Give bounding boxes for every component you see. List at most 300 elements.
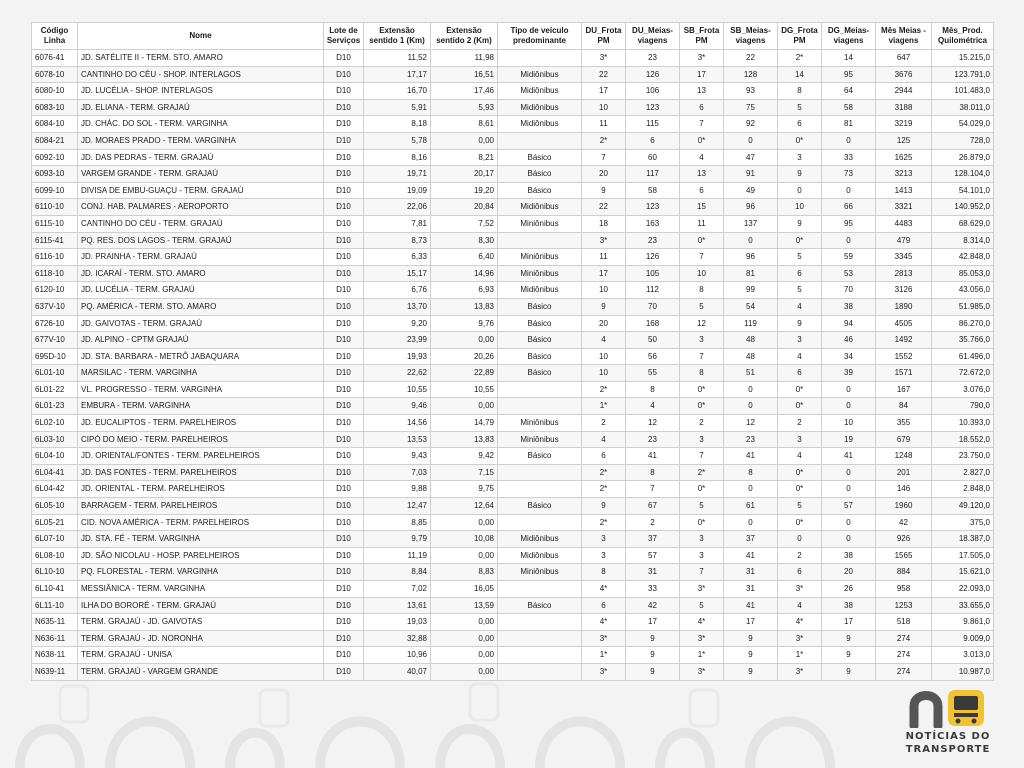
cell-mes-meias: 146: [876, 481, 932, 498]
cell-dg-frota: 4*: [778, 614, 822, 631]
cell-tipo-veiculo: Básico: [498, 365, 582, 382]
cell-dg-frota: 0: [778, 531, 822, 548]
cell-nome: CANTINHO DO CÉU - SHOP. INTERLAGOS: [78, 66, 324, 83]
cell-extensao-2: 6,93: [431, 282, 498, 299]
cell-mes-prod: 18.552,0: [932, 431, 994, 448]
cell-nome: PQ. FLORESTAL - TERM. VARGINHA: [78, 564, 324, 581]
cell-dg-frota: 9: [778, 315, 822, 332]
table-row: [32, 215, 994, 232]
cell-codigo: 6L10-10: [32, 564, 78, 581]
cell-tipo-veiculo: Básico: [498, 166, 582, 183]
cell-mes-prod: 9.861,0: [932, 614, 994, 631]
cell-extensao-2: 9,42: [431, 448, 498, 465]
cell-dg-frota: 4: [778, 298, 822, 315]
cell-dg-frota: 3*: [778, 663, 822, 680]
header-tipo-veiculo: Tipo de veículo predominante: [498, 23, 582, 50]
cell-codigo: 6115-10: [32, 215, 78, 232]
cell-du-meias: 126: [626, 66, 680, 83]
cell-mes-meias: 42: [876, 514, 932, 531]
cell-mes-prod: 49.120,0: [932, 498, 994, 515]
cell-du-meias: 123: [626, 99, 680, 116]
cell-mes-meias: 2944: [876, 83, 932, 100]
background-pattern: [0, 676, 1024, 768]
cell-dg-meias: 26: [822, 581, 876, 598]
cell-du-frota: 10: [582, 348, 626, 365]
cell-dg-meias: 9: [822, 663, 876, 680]
cell-sb-frota: 8: [680, 282, 724, 299]
cell-dg-frota: 5: [778, 99, 822, 116]
table-row: [32, 398, 994, 415]
noticias-do-transporte-logo: [896, 686, 1000, 762]
cell-tipo-veiculo: Básico: [498, 597, 582, 614]
cell-sb-frota: 4*: [680, 614, 724, 631]
cell-tipo-veiculo: [498, 614, 582, 631]
cell-mes-prod: 10.987,0: [932, 663, 994, 680]
cell-sb-meias: 17: [724, 614, 778, 631]
cell-du-meias: 115: [626, 116, 680, 133]
cell-mes-prod: 128.104,0: [932, 166, 994, 183]
table-body: [32, 50, 994, 681]
cell-nome: CID. NOVA AMÉRICA - TERM. PARELHEIROS: [78, 514, 324, 531]
cell-dg-meias: 0: [822, 182, 876, 199]
cell-tipo-veiculo: [498, 481, 582, 498]
cell-codigo: 6L05-10: [32, 498, 78, 515]
cell-mes-meias: 3126: [876, 282, 932, 299]
cell-du-frota: 4: [582, 431, 626, 448]
table-row: [32, 249, 994, 266]
cell-sb-frota: 2*: [680, 464, 724, 481]
cell-mes-prod: 85.053,0: [932, 265, 994, 282]
cell-extensao-2: 0,00: [431, 647, 498, 664]
cell-sb-frota: 15: [680, 199, 724, 216]
cell-sb-meias: 37: [724, 531, 778, 548]
cell-dg-frota: 0*: [778, 398, 822, 415]
cell-extensao-2: 5,93: [431, 99, 498, 116]
cell-codigo: 6118-10: [32, 265, 78, 282]
cell-dg-meias: 0: [822, 132, 876, 149]
cell-extensao-2: 20,26: [431, 348, 498, 365]
cell-dg-frota: 4: [778, 348, 822, 365]
table-row: [32, 481, 994, 498]
cell-sb-meias: 9: [724, 630, 778, 647]
cell-dg-meias: 0: [822, 481, 876, 498]
cell-sb-meias: 93: [724, 83, 778, 100]
logo-arch-icon: [914, 696, 938, 727]
cell-tipo-veiculo: [498, 464, 582, 481]
header-sb-meias: SB_Meias-viagens: [724, 23, 778, 50]
cell-mes-meias: 3188: [876, 99, 932, 116]
cell-extensao-1: 5,78: [364, 132, 431, 149]
cell-sb-meias: 31: [724, 581, 778, 598]
cell-lote: D10: [324, 166, 364, 183]
table-row: [32, 298, 994, 315]
cell-extensao-2: 22,89: [431, 365, 498, 382]
cell-dg-meias: 59: [822, 249, 876, 266]
cell-sb-meias: 99: [724, 282, 778, 299]
cell-du-meias: 23: [626, 232, 680, 249]
cell-extensao-2: 16,51: [431, 66, 498, 83]
table-row: [32, 116, 994, 133]
cell-tipo-veiculo: Básico: [498, 182, 582, 199]
cell-dg-frota: 0*: [778, 132, 822, 149]
cell-sb-meias: 9: [724, 663, 778, 680]
cell-sb-meias: 23: [724, 431, 778, 448]
cell-lote: D10: [324, 564, 364, 581]
cell-du-frota: 17: [582, 265, 626, 282]
cell-mes-prod: 42.848,0: [932, 249, 994, 266]
cell-mes-meias: 958: [876, 581, 932, 598]
cell-sb-meias: 9: [724, 647, 778, 664]
cell-dg-frota: 2*: [778, 50, 822, 67]
cell-dg-frota: 9: [778, 166, 822, 183]
cell-extensao-2: 0,00: [431, 398, 498, 415]
cell-extensao-2: 10,08: [431, 531, 498, 548]
cell-nome: DIVISA DE EMBU-GUAÇU - TERM. GRAJAÚ: [78, 182, 324, 199]
cell-extensao-2: 10,55: [431, 381, 498, 398]
cell-nome: JD. STA. BARBARA - METRÔ JABAQUARA: [78, 348, 324, 365]
cell-codigo: 6L07-10: [32, 531, 78, 548]
cell-mes-meias: 2813: [876, 265, 932, 282]
cell-extensao-2: 13,59: [431, 597, 498, 614]
cell-codigo: 637V-10: [32, 298, 78, 315]
cell-mes-prod: 35.766,0: [932, 332, 994, 349]
cell-extensao-1: 9,43: [364, 448, 431, 465]
cell-du-meias: 8: [626, 381, 680, 398]
cell-nome: JD. LUCÉLIA - SHOP. INTERLAGOS: [78, 83, 324, 100]
cell-du-meias: 9: [626, 647, 680, 664]
cell-extensao-1: 7,81: [364, 215, 431, 232]
cell-nome: JD. DAS FONTES - TERM. PARELHEIROS: [78, 464, 324, 481]
cell-du-frota: 2*: [582, 514, 626, 531]
table-row: [32, 232, 994, 249]
table-row: [32, 581, 994, 598]
cell-dg-frota: 6: [778, 365, 822, 382]
cell-extensao-2: 14,79: [431, 415, 498, 432]
cell-dg-meias: 10: [822, 415, 876, 432]
cell-extensao-1: 8,16: [364, 149, 431, 166]
cell-du-meias: 60: [626, 149, 680, 166]
cell-codigo: 6L02-10: [32, 415, 78, 432]
cell-du-meias: 117: [626, 166, 680, 183]
table-row: [32, 498, 994, 515]
cell-extensao-1: 8,18: [364, 116, 431, 133]
cell-sb-frota: 7: [680, 348, 724, 365]
cell-mes-prod: 790,0: [932, 398, 994, 415]
cell-du-meias: 9: [626, 663, 680, 680]
cell-extensao-2: 9,76: [431, 315, 498, 332]
cell-dg-frota: 4: [778, 448, 822, 465]
cell-dg-meias: 0: [822, 464, 876, 481]
cell-dg-meias: 14: [822, 50, 876, 67]
cell-sb-frota: 6: [680, 99, 724, 116]
cell-mes-meias: 926: [876, 531, 932, 548]
cell-nome: TERM. GRAJAÚ - JD. NORONHA: [78, 630, 324, 647]
cell-du-frota: 2*: [582, 464, 626, 481]
cell-codigo: 6084-10: [32, 116, 78, 133]
cell-lote: D10: [324, 149, 364, 166]
cell-dg-meias: 95: [822, 66, 876, 83]
cell-mes-prod: 15.621,0: [932, 564, 994, 581]
cell-dg-meias: 34: [822, 348, 876, 365]
cell-mes-meias: 3321: [876, 199, 932, 216]
cell-du-frota: 2*: [582, 381, 626, 398]
cell-sb-meias: 8: [724, 464, 778, 481]
cell-tipo-veiculo: [498, 581, 582, 598]
cell-extensao-2: 7,52: [431, 215, 498, 232]
cell-codigo: 6116-10: [32, 249, 78, 266]
cell-sb-frota: 3: [680, 332, 724, 349]
cell-extensao-2: 16,05: [431, 581, 498, 598]
header-du-meias: DU_Meias-viagens: [626, 23, 680, 50]
cell-sb-frota: 5: [680, 298, 724, 315]
cell-sb-frota: 3: [680, 531, 724, 548]
cell-du-frota: 3*: [582, 232, 626, 249]
cell-du-meias: 7: [626, 481, 680, 498]
cell-tipo-veiculo: Básico: [498, 315, 582, 332]
cell-du-meias: 6: [626, 132, 680, 149]
cell-mes-prod: 375,0: [932, 514, 994, 531]
cell-nome: TERM. GRAJAÚ - UNISA: [78, 647, 324, 664]
header-mes-meias: Mês Meias - viagens: [876, 23, 932, 50]
cell-nome: JD. DAS PEDRAS - TERM. GRAJAÚ: [78, 149, 324, 166]
cell-mes-prod: 33.655,0: [932, 597, 994, 614]
cell-lote: D10: [324, 365, 364, 382]
cell-du-frota: 3: [582, 547, 626, 564]
cell-mes-meias: 201: [876, 464, 932, 481]
cell-codigo: 6120-10: [32, 282, 78, 299]
cell-du-meias: 67: [626, 498, 680, 515]
table-row: [32, 265, 994, 282]
cell-dg-frota: 8: [778, 83, 822, 100]
table-row: [32, 315, 994, 332]
cell-lote: D10: [324, 99, 364, 116]
table-row: [32, 531, 994, 548]
cell-sb-meias: 119: [724, 315, 778, 332]
cell-codigo: 6076-41: [32, 50, 78, 67]
cell-tipo-veiculo: Miniônibus: [498, 415, 582, 432]
cell-mes-meias: 274: [876, 647, 932, 664]
cell-nome: JD. ELIANA - TERM. GRAJAÚ: [78, 99, 324, 116]
cell-lote: D10: [324, 249, 364, 266]
cell-du-frota: 4: [582, 332, 626, 349]
cell-mes-meias: 3345: [876, 249, 932, 266]
table-row: [32, 365, 994, 382]
cell-dg-frota: 6: [778, 116, 822, 133]
cell-sb-frota: 2: [680, 415, 724, 432]
cell-tipo-veiculo: Miniônibus: [498, 249, 582, 266]
cell-dg-meias: 20: [822, 564, 876, 581]
cell-nome: PQ. AMÉRICA - TERM. STO. AMARO: [78, 298, 324, 315]
logo-mark-icon: [908, 686, 988, 728]
cell-du-meias: 70: [626, 298, 680, 315]
cell-extensao-2: 0,00: [431, 630, 498, 647]
cell-nome: ILHA DO BORORÉ - TERM. GRAJAÚ: [78, 597, 324, 614]
cell-extensao-1: 22,62: [364, 365, 431, 382]
cell-sb-frota: 7: [680, 564, 724, 581]
table-row: [32, 66, 994, 83]
cell-sb-frota: 13: [680, 83, 724, 100]
cell-du-meias: 33: [626, 581, 680, 598]
cell-sb-meias: 48: [724, 332, 778, 349]
cell-tipo-veiculo: Midiônibus: [498, 99, 582, 116]
table-row: [32, 282, 994, 299]
cell-sb-meias: 0: [724, 132, 778, 149]
cell-mes-prod: 61.496,0: [932, 348, 994, 365]
cell-du-frota: 2*: [582, 132, 626, 149]
table-row: [32, 514, 994, 531]
cell-sb-frota: 3: [680, 431, 724, 448]
cell-mes-prod: 101.483,0: [932, 83, 994, 100]
cell-tipo-veiculo: [498, 50, 582, 67]
cell-dg-frota: 0*: [778, 481, 822, 498]
cell-codigo: 6084-21: [32, 132, 78, 149]
cell-extensao-2: 8,61: [431, 116, 498, 133]
cell-sb-meias: 22: [724, 50, 778, 67]
logo-wordmark: [896, 730, 1000, 756]
table-row: [32, 348, 994, 365]
cell-tipo-veiculo: Miniônibus: [498, 215, 582, 232]
cell-mes-prod: 8.314,0: [932, 232, 994, 249]
cell-codigo: 6L10-41: [32, 581, 78, 598]
cell-sb-frota: 7: [680, 448, 724, 465]
cell-extensao-2: 0,00: [431, 663, 498, 680]
cell-extensao-1: 17,17: [364, 66, 431, 83]
cell-sb-meias: 0: [724, 232, 778, 249]
cell-du-meias: 8: [626, 464, 680, 481]
cell-nome: JD. ICARAÍ - TERM. STO. AMARO: [78, 265, 324, 282]
cell-du-meias: 23: [626, 431, 680, 448]
cell-nome: VL. PROGRESSO - TERM. VARGINHA: [78, 381, 324, 398]
cell-du-frota: 4*: [582, 581, 626, 598]
cell-dg-meias: 38: [822, 547, 876, 564]
cell-extensao-1: 16,70: [364, 83, 431, 100]
cell-nome: TERM. GRAJAÚ - JD. GAIVOTAS: [78, 614, 324, 631]
cell-sb-frota: 0*: [680, 514, 724, 531]
cell-du-frota: 2: [582, 415, 626, 432]
cell-sb-frota: 10: [680, 265, 724, 282]
cell-lote: D10: [324, 332, 364, 349]
cell-lote: D10: [324, 597, 364, 614]
header-lote: Lote de Serviços: [324, 23, 364, 50]
cell-mes-meias: 355: [876, 415, 932, 432]
cell-du-frota: 4*: [582, 614, 626, 631]
table-row: [32, 83, 994, 100]
cell-sb-frota: 1*: [680, 647, 724, 664]
cell-lote: D10: [324, 182, 364, 199]
cell-extensao-1: 22,06: [364, 199, 431, 216]
cell-du-frota: 17: [582, 83, 626, 100]
cell-extensao-2: 14,96: [431, 265, 498, 282]
cell-du-frota: 1*: [582, 647, 626, 664]
cell-du-meias: 4: [626, 398, 680, 415]
cell-dg-frota: 3: [778, 431, 822, 448]
cell-mes-prod: 54.029,0: [932, 116, 994, 133]
cell-du-frota: 3*: [582, 663, 626, 680]
cell-du-frota: 22: [582, 66, 626, 83]
cell-tipo-veiculo: Básico: [498, 348, 582, 365]
cell-lote: D10: [324, 398, 364, 415]
cell-mes-prod: 68.629,0: [932, 215, 994, 232]
cell-sb-frota: 13: [680, 166, 724, 183]
cell-dg-frota: 0*: [778, 464, 822, 481]
cell-mes-meias: 4505: [876, 315, 932, 332]
table-row: [32, 431, 994, 448]
cell-du-frota: 3*: [582, 50, 626, 67]
cell-extensao-2: 0,00: [431, 514, 498, 531]
cell-lote: D10: [324, 215, 364, 232]
cell-extensao-2: 0,00: [431, 614, 498, 631]
cell-dg-frota: 0*: [778, 232, 822, 249]
cell-sb-meias: 41: [724, 448, 778, 465]
cell-du-frota: 9: [582, 182, 626, 199]
cell-extensao-1: 9,20: [364, 315, 431, 332]
cell-codigo: 6093-10: [32, 166, 78, 183]
cell-extensao-1: 23,99: [364, 332, 431, 349]
cell-lote: D10: [324, 663, 364, 680]
header-sb-frota: SB_Frota PM: [680, 23, 724, 50]
cell-mes-prod: 38.011,0: [932, 99, 994, 116]
cell-du-meias: 23: [626, 50, 680, 67]
cell-extensao-1: 10,96: [364, 647, 431, 664]
cell-codigo: N636-11: [32, 630, 78, 647]
cell-extensao-1: 40,07: [364, 663, 431, 680]
header-dg-frota: DG_Frota PM: [778, 23, 822, 50]
cell-mes-meias: 274: [876, 630, 932, 647]
cell-nome: MESSIÂNICA - TERM. VARGINHA: [78, 581, 324, 598]
cell-du-meias: 9: [626, 630, 680, 647]
cell-lote: D10: [324, 481, 364, 498]
cell-du-meias: 58: [626, 182, 680, 199]
cell-extensao-1: 9,46: [364, 398, 431, 415]
cell-codigo: 695D-10: [32, 348, 78, 365]
cell-sb-frota: 7: [680, 116, 724, 133]
cell-dg-frota: 3*: [778, 630, 822, 647]
cell-extensao-2: 13,83: [431, 298, 498, 315]
lines-table: [31, 22, 994, 681]
cell-tipo-veiculo: [498, 232, 582, 249]
cell-mes-meias: 84: [876, 398, 932, 415]
cell-dg-meias: 9: [822, 647, 876, 664]
cell-lote: D10: [324, 116, 364, 133]
cell-mes-prod: 2.848,0: [932, 481, 994, 498]
cell-lote: D10: [324, 614, 364, 631]
cell-tipo-veiculo: Miniônibus: [498, 265, 582, 282]
cell-sb-meias: 0: [724, 381, 778, 398]
cell-codigo: 677V-10: [32, 332, 78, 349]
cell-sb-frota: 0*: [680, 481, 724, 498]
cell-dg-frota: 9: [778, 215, 822, 232]
cell-extensao-2: 8,21: [431, 149, 498, 166]
cell-lote: D10: [324, 66, 364, 83]
cell-dg-meias: 39: [822, 365, 876, 382]
cell-du-frota: 3: [582, 531, 626, 548]
cell-dg-frota: 6: [778, 564, 822, 581]
cell-tipo-veiculo: [498, 381, 582, 398]
cell-mes-meias: 1253: [876, 597, 932, 614]
cell-codigo: 6083-10: [32, 99, 78, 116]
cell-lote: D10: [324, 647, 364, 664]
cell-sb-frota: 5: [680, 498, 724, 515]
cell-sb-meias: 41: [724, 597, 778, 614]
cell-mes-prod: 123.791,0: [932, 66, 994, 83]
cell-du-frota: 8: [582, 564, 626, 581]
cell-extensao-1: 6,33: [364, 249, 431, 266]
cell-mes-meias: 1625: [876, 149, 932, 166]
cell-dg-meias: 57: [822, 498, 876, 515]
cell-sb-frota: 0*: [680, 381, 724, 398]
cell-extensao-1: 14,56: [364, 415, 431, 432]
header-mes-prod: Mês_Prod. Quilométrica: [932, 23, 994, 50]
